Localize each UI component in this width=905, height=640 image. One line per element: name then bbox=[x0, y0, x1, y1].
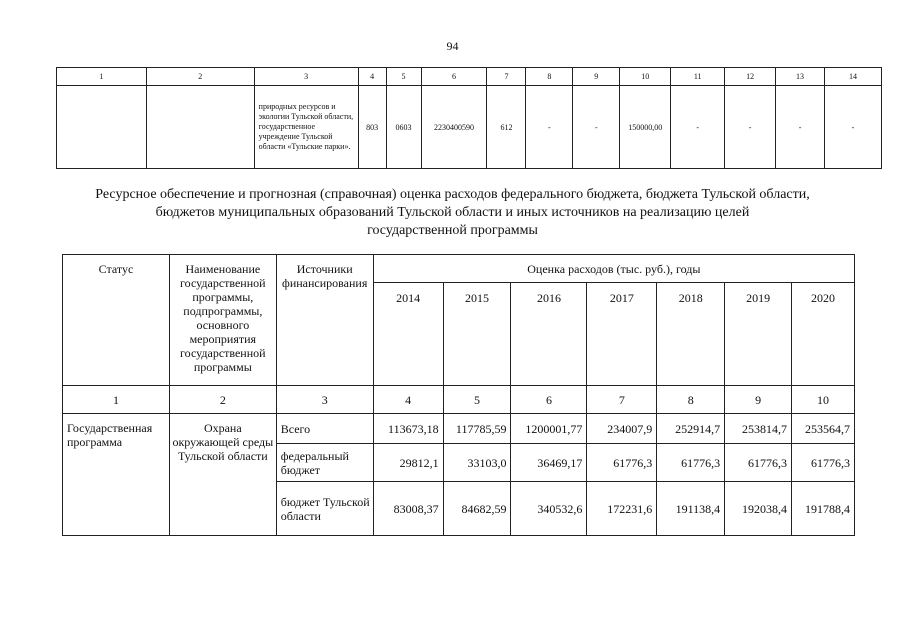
value-cell: 234007,9 bbox=[587, 414, 657, 444]
header-cell: 6 bbox=[421, 68, 487, 86]
header-cell: 9 bbox=[573, 68, 620, 86]
year-header: 2017 bbox=[587, 283, 657, 386]
value-cell: 252914,7 bbox=[657, 414, 725, 444]
description-cell: природных ресурсов и экологии Тульской области, государственное учреждение Тульской области «Тульские парки». bbox=[254, 86, 358, 169]
value-cell: 191788,4 bbox=[792, 482, 855, 536]
year-header: 2014 bbox=[373, 283, 443, 386]
value-cell: 83008,37 bbox=[373, 482, 443, 536]
table-cell: 2230400590 bbox=[421, 86, 487, 169]
header-cell: 3 bbox=[254, 68, 358, 86]
document-title bbox=[0, 186, 905, 240]
column-number: 4 bbox=[373, 386, 443, 414]
table-cell: - bbox=[573, 86, 620, 169]
table-cell: - bbox=[725, 86, 776, 169]
header-cell: 4 bbox=[358, 68, 386, 86]
column-number: 1 bbox=[63, 386, 170, 414]
column-number: 9 bbox=[725, 386, 792, 414]
table-cell: - bbox=[671, 86, 725, 169]
table-cell: 150000,00 bbox=[620, 86, 671, 169]
resource-table bbox=[62, 254, 855, 536]
estimate-header: Оценка расходов (тыс. руб.), годы bbox=[373, 255, 854, 283]
source-cell: бюджет Тульской области bbox=[276, 482, 373, 536]
header-row bbox=[57, 68, 882, 86]
column-numbers-row bbox=[63, 386, 855, 414]
column-number: 5 bbox=[443, 386, 511, 414]
value-cell: 253564,7 bbox=[792, 414, 855, 444]
title-line: бюджетов муниципальных образований Тульской области и иных источников на реализацию целей bbox=[155, 205, 750, 220]
source-cell: федеральный бюджет bbox=[276, 444, 373, 482]
table-cell: - bbox=[825, 86, 882, 169]
value-cell: 340532,6 bbox=[511, 482, 587, 536]
table-cell bbox=[146, 86, 254, 169]
table-cell: 803 bbox=[358, 86, 386, 169]
table-row bbox=[57, 86, 882, 169]
value-cell: 253814,7 bbox=[725, 414, 792, 444]
header-cell: 5 bbox=[386, 68, 421, 86]
value-cell: 36469,17 bbox=[511, 444, 587, 482]
column-number: 6 bbox=[511, 386, 587, 414]
table-cell: - bbox=[526, 86, 573, 169]
header-cell: 2 bbox=[146, 68, 254, 86]
status-header: Статус bbox=[63, 255, 170, 386]
value-cell: 113673,18 bbox=[373, 414, 443, 444]
value-cell: 61776,3 bbox=[657, 444, 725, 482]
value-cell: 61776,3 bbox=[587, 444, 657, 482]
table-cell: 0603 bbox=[386, 86, 421, 169]
header-cell: 11 bbox=[671, 68, 725, 86]
sources-header: Источники финансирования bbox=[276, 255, 373, 386]
title-line: государственной программы bbox=[367, 223, 538, 238]
year-header: 2015 bbox=[443, 283, 511, 386]
header-cell: 10 bbox=[620, 68, 671, 86]
header-cell: 13 bbox=[776, 68, 825, 86]
table-cell bbox=[57, 86, 147, 169]
value-cell: 172231,6 bbox=[587, 482, 657, 536]
source-cell: Всего bbox=[276, 414, 373, 444]
value-cell: 61776,3 bbox=[792, 444, 855, 482]
value-cell: 192038,4 bbox=[725, 482, 792, 536]
column-number: 2 bbox=[169, 386, 276, 414]
value-cell: 29812,1 bbox=[373, 444, 443, 482]
column-number: 3 bbox=[276, 386, 373, 414]
value-cell: 33103,0 bbox=[443, 444, 511, 482]
value-cell: 191138,4 bbox=[657, 482, 725, 536]
value-cell: 117785,59 bbox=[443, 414, 511, 444]
column-number: 10 bbox=[792, 386, 855, 414]
column-number: 7 bbox=[587, 386, 657, 414]
program-name-cell: Охрана окружающей среды Тульской области bbox=[169, 414, 276, 536]
year-header: 2016 bbox=[511, 283, 587, 386]
table-cell: 612 bbox=[487, 86, 526, 169]
value-cell: 84682,59 bbox=[443, 482, 511, 536]
header-cell: 8 bbox=[526, 68, 573, 86]
value-cell: 61776,3 bbox=[725, 444, 792, 482]
column-number: 8 bbox=[657, 386, 725, 414]
header-cell: 7 bbox=[487, 68, 526, 86]
status-cell: Государственная программа bbox=[63, 414, 170, 536]
continuation-table bbox=[56, 67, 882, 169]
header-row bbox=[63, 255, 855, 283]
table-cell: - bbox=[776, 86, 825, 169]
header-cell: 12 bbox=[725, 68, 776, 86]
value-cell: 1200001,77 bbox=[511, 414, 587, 444]
name-header: Наименование государственной программы, подпрограммы, основного мероприятия государственной программы bbox=[169, 255, 276, 386]
year-header: 2020 bbox=[792, 283, 855, 386]
year-header: 2019 bbox=[725, 283, 792, 386]
header-cell: 14 bbox=[825, 68, 882, 86]
title-line: Ресурсное обеспечение и прогнозная (справочная) оценка расходов федерального бюджета, бюджета Тульской области, bbox=[95, 187, 810, 202]
header-cell: 1 bbox=[57, 68, 147, 86]
year-header: 2018 bbox=[657, 283, 725, 386]
page-number: 94 bbox=[446, 39, 459, 53]
table-row bbox=[63, 414, 855, 444]
